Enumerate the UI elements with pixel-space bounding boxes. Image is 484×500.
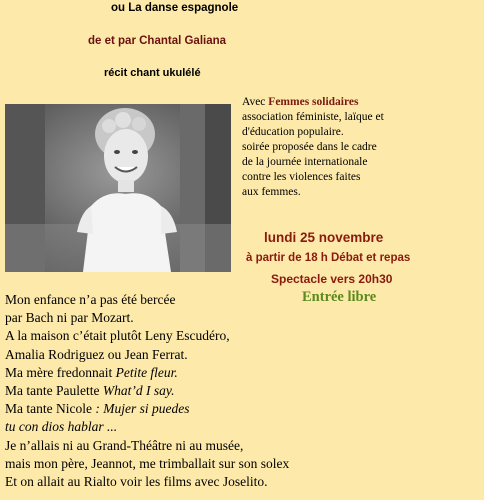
subtitle-line-1: ou La danse espagnole (111, 2, 239, 14)
association-line: soirée proposée dans le cadre (242, 141, 377, 153)
association-line: aux femmes. (242, 186, 301, 198)
association-line: d'éducation populaire. (242, 126, 344, 138)
association-name: Femmes solidaires (268, 96, 359, 108)
poem-line (5, 364, 289, 382)
poem-fragment: Ma mère fredonnait (5, 364, 116, 380)
poem-line: Amalia Rodriguez ou Jean Ferrat. (5, 346, 188, 362)
poem-fragment: Ma tante Nicole (5, 401, 96, 417)
song-title: What’d I say. (102, 383, 175, 399)
song-title: Petite fleur. (115, 364, 178, 380)
association-line: de la journée internationale (242, 156, 368, 168)
poem-line: Et on allait au Rialto voir les films avec Joselito. (5, 474, 268, 490)
event-schedule: à partir de 18 h Débat et repas (246, 252, 411, 264)
entry-free-label: Entrée libre (302, 289, 377, 305)
poem-line: Mon enfance n’a pas été bercée (5, 292, 176, 307)
association-heading (242, 95, 384, 110)
event-date: lundi 25 novembre (264, 230, 384, 245)
poem-line: A la maison c’était plutôt Leny Escudéro, (5, 328, 230, 344)
poem-line: par Bach ni par Mozart. (5, 310, 134, 326)
poem-line (5, 418, 289, 436)
poem-line (5, 400, 289, 418)
poem-text (5, 291, 289, 491)
event-show-time: Spectacle vers 20h30 (271, 272, 393, 286)
portrait-photo (5, 104, 231, 272)
poem-fragment: Ma tante Paulette (5, 383, 103, 399)
song-title: tu con dios hablar ... (5, 419, 118, 435)
subtitle-author: de et par Chantal Galiana (88, 35, 227, 47)
association-line: association féministe, laïque et (242, 111, 384, 123)
association-line: contre les violences faites (242, 171, 361, 183)
poem-line: mais mon père, Jeannot, me trimballait sur son solex (5, 455, 290, 471)
association-prefix: Avec (242, 96, 269, 108)
poem-line: Je n’allais ni au Grand-Théâtre ni au musée, (5, 437, 244, 453)
subtitle-genre: récit chant ukulélé (104, 67, 201, 79)
song-title: : Mujer si puedes (95, 401, 190, 417)
association-block (242, 95, 384, 200)
poem-line (5, 382, 289, 400)
